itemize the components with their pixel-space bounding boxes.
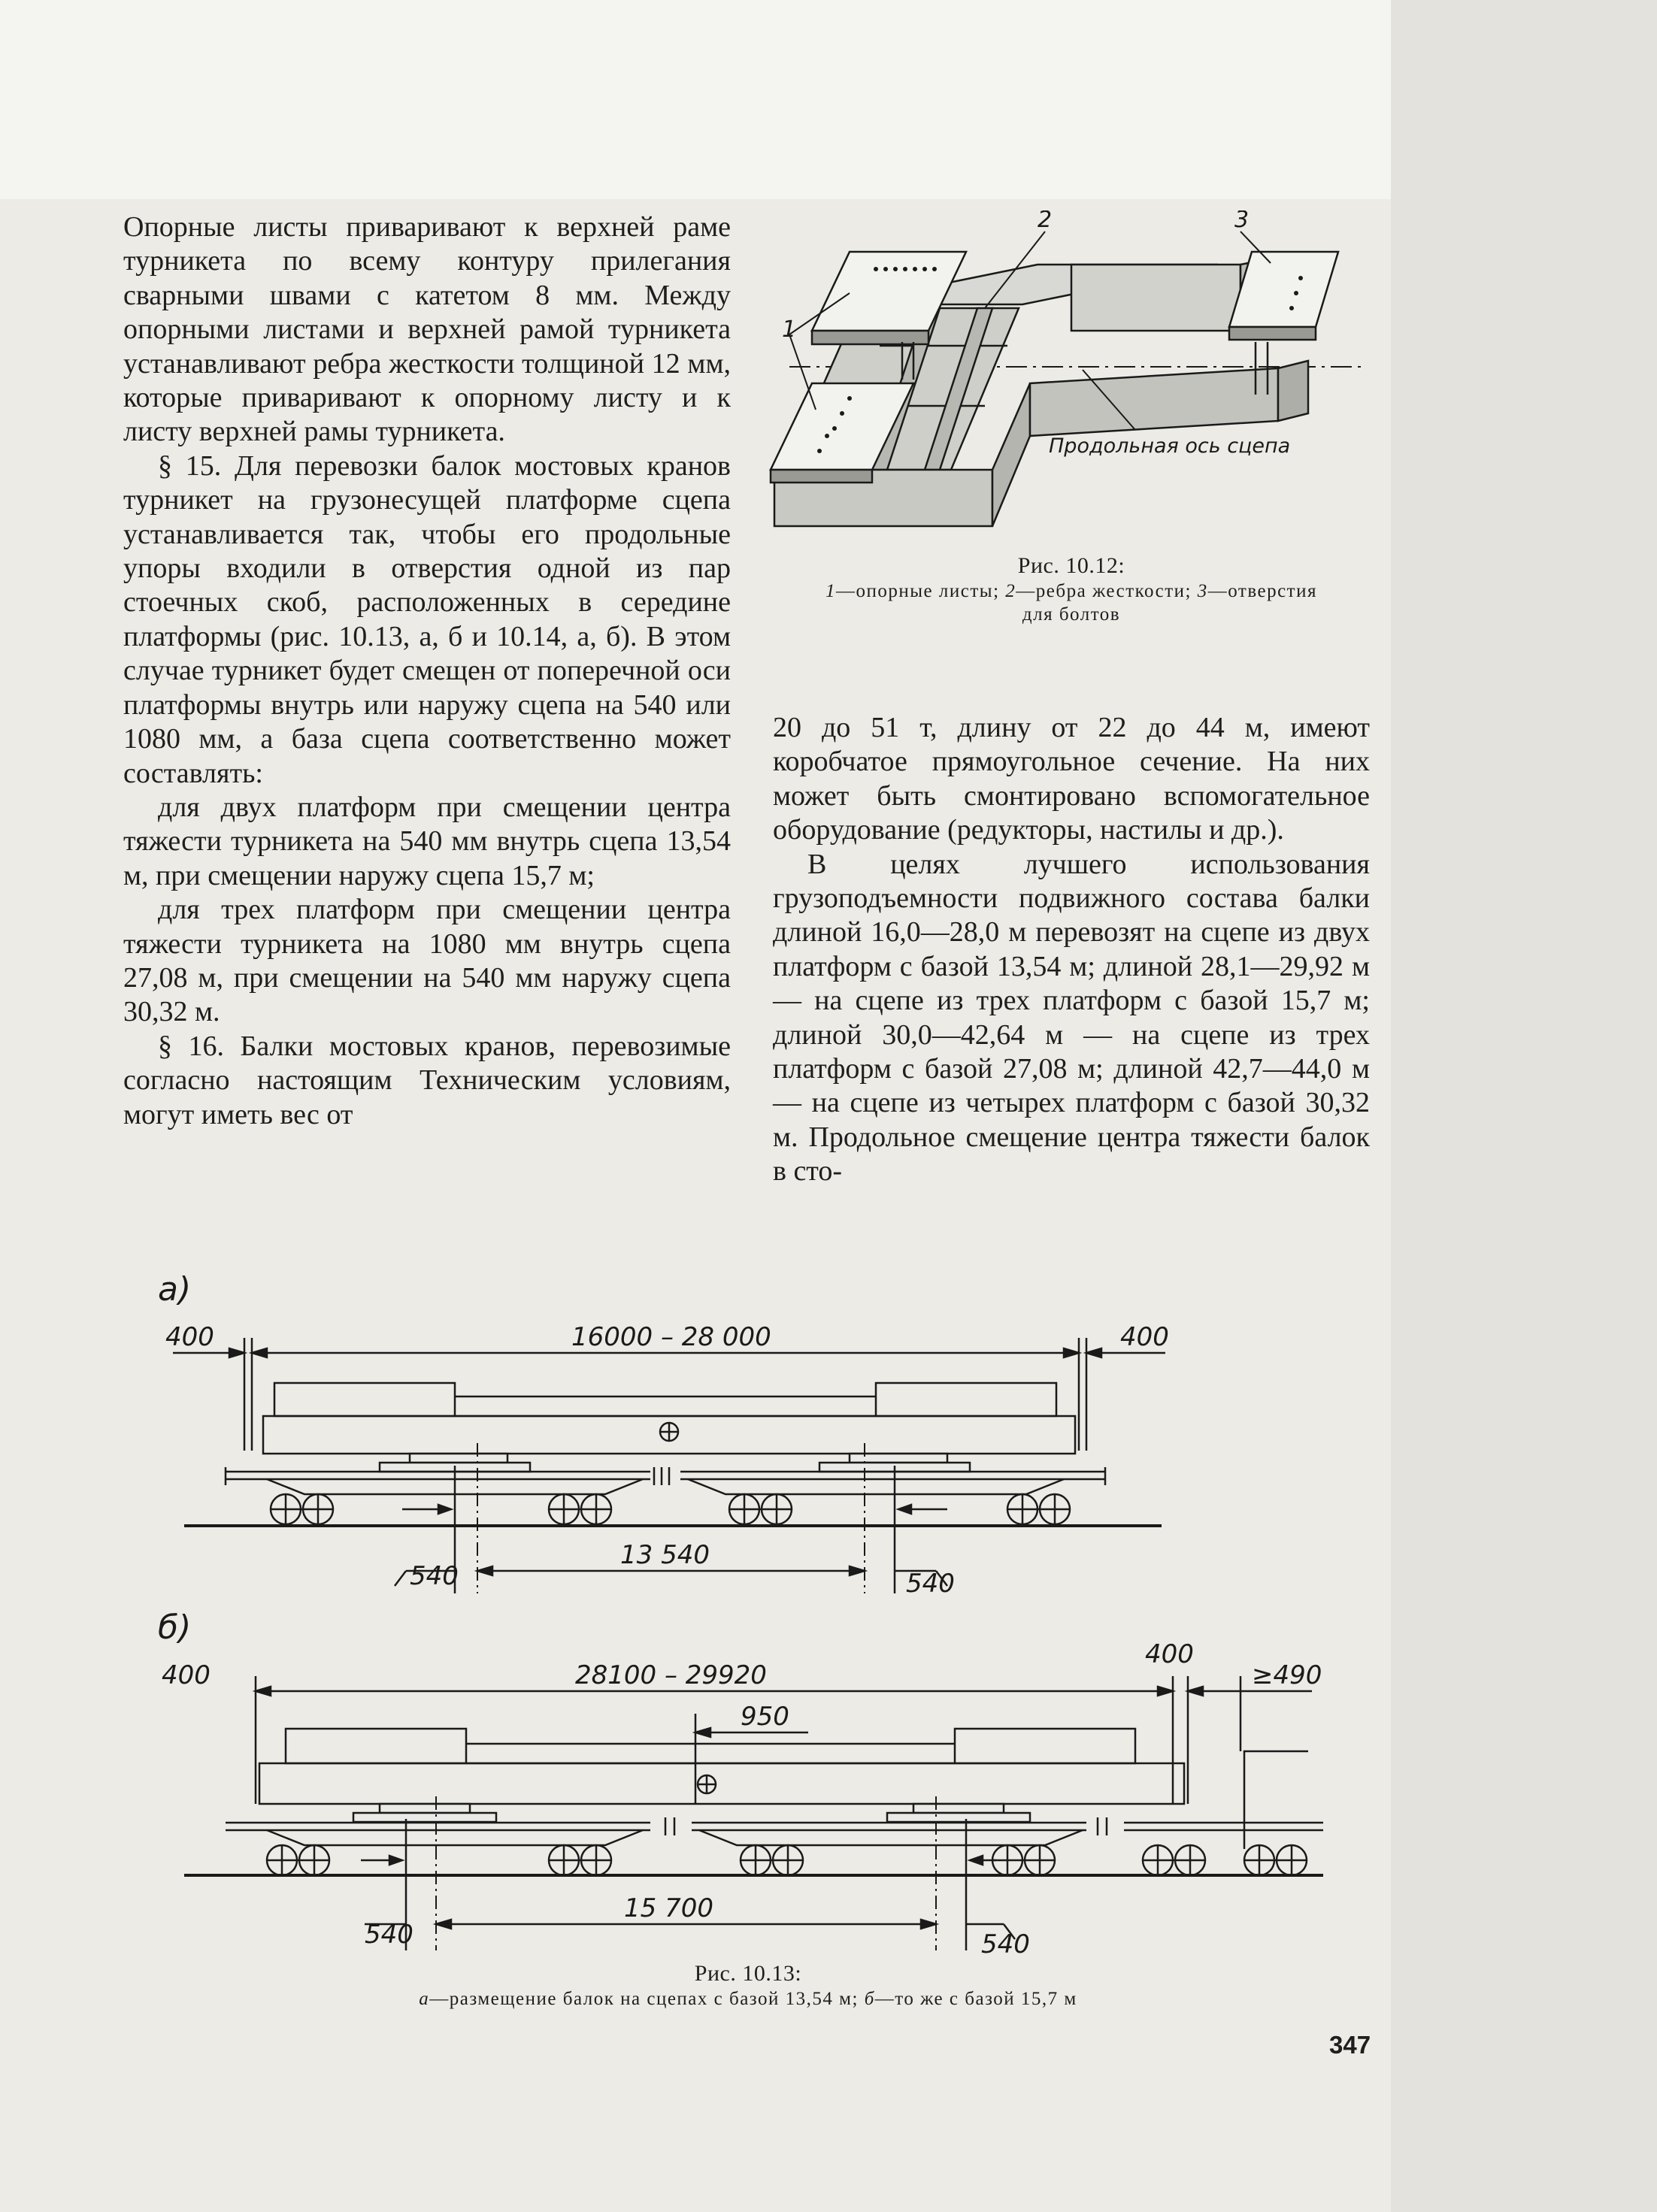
caption-legend: [759, 579, 1383, 603]
caption-num: 2: [1005, 581, 1016, 601]
paragraph: § 15. Для перевозки балок мостовых кранов турникет на грузонесущей платформе сцепа устанавливается так, чтобы его продольные упоры входили в отверстия одной из пар стоечных скоб, расположенных в середине платформы (рис. 10.13, а, б и 10.14, а, б). В этом случае турникет будет смещен от поперечной оси платформы внутрь или наружу сцепа на 540 или 1080 мм, а база сцепа соответственно может составлять:: [123, 449, 731, 789]
label-3: 3: [1234, 210, 1250, 233]
caption-title: Рис. 10.13:: [694, 1961, 802, 1986]
paragraph: В целях лучшего использования грузоподъемности подвижного состава балки длиной 16,0—28,0 м перевозят на сцепе из двух платформ с базой 13,54 м; длиной 28,1—29,92 м — на сцепе из трех платформ с базой 15,7 м; длиной 30,0—42,64 м — на сцепе из трех платформ с базой 27,08 м; длиной 42,7—44,0 м — на сцепе из четырех платформ с базой 30,32 м. Продольное смещение центра тяжести балок в сто-: [773, 848, 1370, 1188]
dim-base: 13 540: [620, 1540, 710, 1570]
paragraph: 20 до 51 т, длину от 22 до 44 м, имеют коробчатое прямоугольное сечение. На них может быть смонтировано вспомогательное оборудование (редукторы, настилы и др.).: [773, 712, 1370, 846]
page-edge: [1391, 0, 1657, 2212]
caption-text: —размещение балок на сцепах с базой 13,54 м;: [429, 1989, 865, 2009]
figure-10-12-caption: [759, 552, 1383, 626]
caption-num: 1: [825, 581, 836, 601]
right-column: [773, 711, 1370, 1189]
caption-num: а: [419, 1989, 430, 2009]
paragraph: для двух платформ при смещении центра тяжести турникета на 540 мм внутрь сцепа 13,54 м, при смещении наружу сцепа 15,7 м;: [123, 791, 731, 891]
caption-num: 3: [1197, 581, 1208, 601]
subfig-letter: а): [158, 1270, 192, 1309]
caption-num: б: [864, 1989, 875, 2009]
caption-text: —то же с базой 15,7 м: [874, 1989, 1077, 2009]
dim-base: 15 700: [624, 1893, 713, 1923]
dim-total: 28100 – 29920: [575, 1660, 767, 1690]
paragraph: § 16. Балки мостовых кранов, перевозимые согласно настоящим Техническим условиям, могут иметь вес от: [123, 1030, 731, 1130]
figure-10-13b-drawing: [154, 1608, 1342, 1962]
caption-text: —ребра жесткости;: [1016, 581, 1198, 601]
dim-left: 400: [165, 1322, 214, 1352]
page-top-area: [0, 0, 1391, 199]
page-number: 347: [1329, 2031, 1371, 2059]
label-2: 2: [1038, 210, 1053, 233]
dim-right: 400: [1145, 1639, 1194, 1669]
caption-legend: [154, 1987, 1342, 2011]
dim-shift-right: 540: [981, 1929, 1030, 1959]
dim-shift-left: 540: [410, 1561, 459, 1591]
caption-text: —отверстия: [1207, 581, 1317, 601]
figure-10-13-caption: [154, 1960, 1342, 2011]
label-1: 1: [782, 316, 797, 343]
caption-text: —опорные листы;: [836, 581, 1006, 601]
dim-shift-left: 540: [365, 1920, 413, 1950]
dim-shift-right: 540: [906, 1569, 955, 1599]
paragraph: для трех платформ при смещении центра тяжести турникета на 1080 мм внутрь сцепа 27,08 м, при смещении на 540 мм наружу сцепа 30,32 м.: [123, 894, 731, 1028]
subfig-letter: б): [158, 1608, 192, 1647]
dim-total: 16000 – 28 000: [571, 1322, 771, 1352]
figure-10-12-drawing: [759, 210, 1383, 541]
axis-label: Продольная ось сцепа: [1049, 434, 1291, 458]
left-column: [123, 210, 731, 1132]
dim-gap: ≥490: [1252, 1660, 1322, 1690]
caption-legend-line2: для болтов: [1022, 604, 1121, 625]
caption-title: Рис. 10.12:: [1017, 553, 1125, 578]
paragraph: Опорные листы приваривают к верхней раме турникета по всему контуру прилегания сварными швами с катетом 8 мм. Между опорными листами и верхней рамой турникета устанавливают ребра жесткости толщиной 12 мм, которые приваривают к опорному листу и к листу верхней рамы турникета.: [123, 211, 731, 448]
dim-right: 400: [1120, 1322, 1169, 1352]
figure-10-13a-drawing: [154, 1270, 1184, 1601]
dim-offset: 950: [741, 1702, 789, 1732]
dim-left: 400: [162, 1660, 211, 1690]
